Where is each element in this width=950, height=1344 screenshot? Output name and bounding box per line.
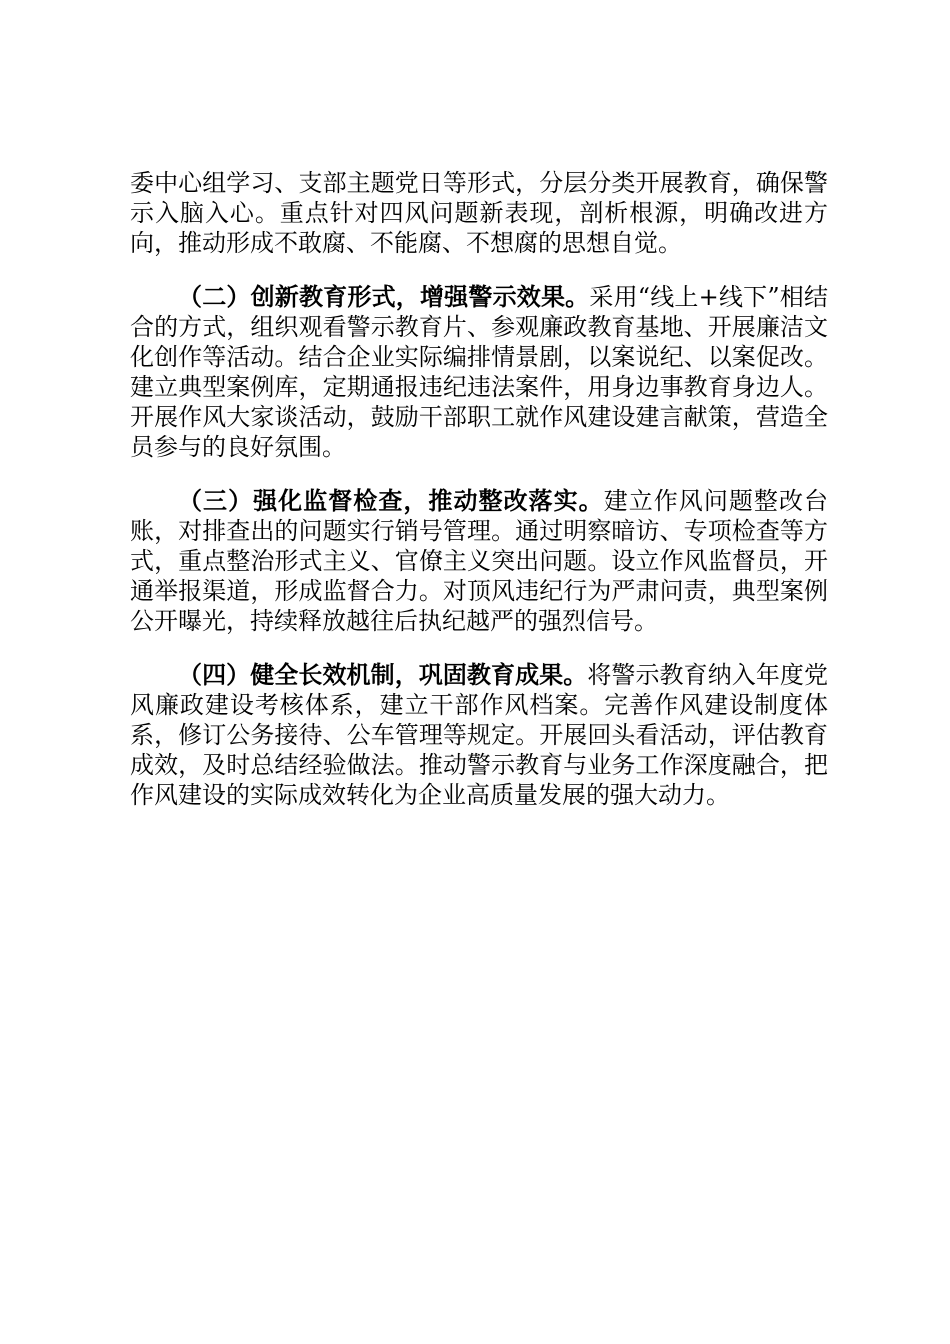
section-heading: （二）创新教育形式，增强警示效果。 (178, 282, 590, 311)
paragraph-continuation (130, 168, 828, 258)
section-heading: （三）强化监督检查，推动整改落实。 (178, 486, 604, 515)
paragraph-body: 委中心组学习、支部主题党日等形式，分层分类开展教育，确保警示入脑入心。重点针对四风问题新表现，剖析根源，明确改进方向，推动形成不敢腐、不能腐、不想腐的思想自觉。 (130, 169, 828, 257)
document-body (130, 168, 828, 810)
paragraph-body: 采用“线上+线下”相结合的方式，组织观看警示教育片、参观廉政教育基地、开展廉洁文化创作等活动。结合企业实际编排情景剧，以案说纪、以案促改。建立典型案例库，定期通报违纪违法案件，用身边事教育身边人。开展作风大家谈活动，鼓励干部职工就作风建设建言献策，营造全员参与的良好氛围。 (130, 283, 829, 461)
paragraph-section-3 (130, 486, 828, 636)
paragraph-section-4 (130, 660, 828, 810)
section-heading: （四）健全长效机制，巩固教育成果。 (178, 660, 588, 689)
paragraph-body: 将警示教育纳入年度党风廉政建设考核体系，建立干部作风档案。完善作风建设制度体系，修订公务接待、公车管理等规定。开展回头看活动，评估教育成效，及时总结经验做法。推动警示教育与业务工作深度融合，把作风建设的实际成效转化为企业高质量发展的强大动力。 (130, 661, 829, 809)
paragraph-section-2 (130, 282, 828, 462)
paragraph-body: 建立作风问题整改台账，对排查出的问题实行销号管理。通过明察暗访、专项检查等方式，重点整治形式主义、官僚主义突出问题。设立作风监督员，开通举报渠道，形成监督合力。对顶风违纪行为严肃问责，典型案例公开曝光，持续释放越往后执纪越严的强烈信号。 (130, 487, 829, 635)
